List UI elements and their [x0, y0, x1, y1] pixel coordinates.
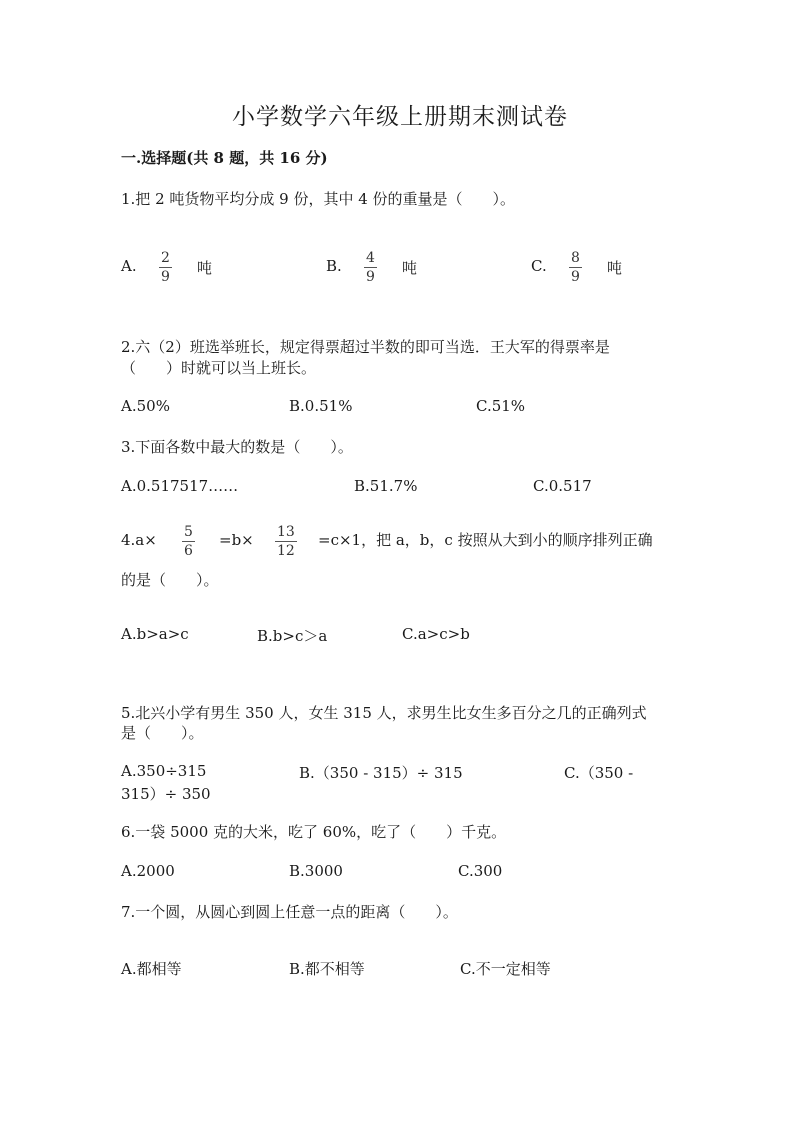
question-6-text: 6.一袋 5000 克的大米，吃了 60%，吃了（ ）千克。	[121, 823, 507, 841]
option-letter: A.	[121, 257, 137, 275]
question-4-part-1: 4.a×	[121, 531, 157, 549]
fraction-denominator: 9	[161, 269, 170, 285]
question-2-line-2: （ ）时就可以当上班长。	[121, 359, 317, 377]
option-unit: 吨	[197, 259, 213, 277]
question-4-part-2: =b×	[219, 531, 254, 549]
page-title: 小学数学六年级上册期末测试卷	[232, 104, 568, 130]
section-heading: 一.选择题(共 8 题，共 16 分)	[121, 149, 328, 167]
question-7-option-b: B.都不相等	[289, 960, 365, 978]
fraction-13-12	[275, 524, 297, 559]
fraction-denominator: 12	[277, 543, 295, 559]
question-3-option-c: C.0.517	[533, 477, 592, 495]
question-3-option-b: B.51.7%	[354, 477, 418, 495]
question-7-option-a: A.都相等	[121, 960, 182, 978]
fraction-numerator: 13	[277, 524, 295, 540]
question-2-option-c: C.51%	[476, 397, 526, 415]
question-5-option-b: B.（350 - 315）÷ 315	[299, 764, 463, 782]
fraction-bar	[275, 541, 297, 542]
fraction	[569, 250, 582, 285]
fraction-numerator: 4	[366, 250, 375, 266]
question-5-line-2: 是（ ）。	[121, 724, 204, 742]
question-3-text: 3.下面各数中最大的数是（ ）。	[121, 438, 353, 456]
fraction-denominator: 6	[184, 543, 193, 559]
question-5-option-c-continued: 315）÷ 350	[121, 785, 211, 803]
question-4-option-a: A.b>a>c	[121, 625, 189, 643]
fraction-numerator: 5	[184, 524, 193, 540]
question-6-option-c: C.300	[458, 862, 503, 880]
option-unit: 吨	[607, 259, 623, 277]
fraction-bar	[569, 267, 582, 268]
question-2-option-a: A.50%	[121, 397, 170, 415]
fraction-denominator: 9	[366, 269, 375, 285]
question-6-option-b: B.3000	[289, 862, 343, 880]
fraction-bar	[159, 267, 172, 268]
question-4-part-3: =c×1，把 a，b，c 按照从大到小的顺序排列正确	[318, 531, 653, 549]
fraction-numerator: 2	[161, 250, 170, 266]
question-7-option-c: C.不一定相等	[460, 960, 551, 978]
question-3-option-a: A.0.517517……	[121, 477, 239, 495]
option-letter: C.	[531, 257, 547, 275]
question-5-line-1: 5.北兴小学有男生 350 人，女生 315 人，求男生比女生多百分之几的正确列式	[121, 704, 647, 722]
fraction-bar	[182, 541, 195, 542]
fraction-5-6	[182, 524, 195, 559]
question-4-option-c: C.a>c>b	[402, 625, 470, 643]
fraction-bar	[364, 267, 377, 268]
question-4-option-b: B.b>c＞a	[257, 627, 328, 645]
question-6-option-a: A.2000	[121, 862, 175, 880]
fraction-numerator: 8	[571, 250, 580, 266]
option-unit: 吨	[402, 259, 418, 277]
question-7-text: 7.一个圆，从圆心到圆上任意一点的距离（ ）。	[121, 903, 458, 921]
question-4-line-2: 的是（ ）。	[121, 571, 219, 589]
fraction	[364, 250, 377, 285]
question-2-line-1: 2.六（2）班选举班长，规定得票超过半数的即可当选．王大军的得票率是	[121, 338, 610, 356]
question-1-text: 1.把 2 吨货物平均分成 9 份，其中 4 份的重量是（ ）。	[121, 190, 516, 208]
fraction-denominator: 9	[571, 269, 580, 285]
fraction	[159, 250, 172, 285]
question-5-option-a: A.350÷315	[121, 762, 207, 780]
question-2-option-b: B.0.51%	[289, 397, 353, 415]
question-5-option-c: C.（350 -	[564, 764, 634, 782]
option-letter: B.	[326, 257, 342, 275]
